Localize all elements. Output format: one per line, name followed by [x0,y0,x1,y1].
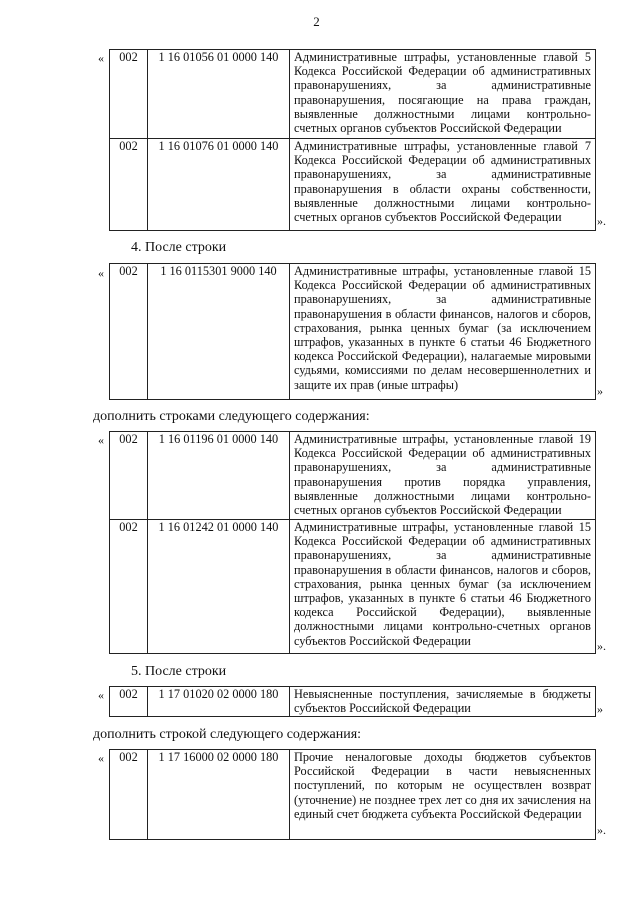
admin-code-cell: 002 [110,50,148,139]
table-row [110,432,596,520]
description-cell: Административные штрафы, установленные главой 15 Кодекса Российской Федерации об административных правонарушениях, за административные правонарушения в области финансов, налогов и сборов, страхования, рынка ценных бумаг (за исключением штрафов, указанных в пункте 6 статьи 46 Бюджетного кодекса Российской Федерации), выявленные должностными лицами контрольно-счетных органов субъектов Российской Федерации [290,520,596,654]
admin-code-cell: 002 [110,139,148,231]
description-cell: Административные штрафы, установленные главой 15 Кодекса Российской Федерации об административных правонарушениях, за административные правонарушения в области финансов, налогов и сборов, страхования, рынка ценных бумаг (за исключением штрафов, указанных в пункте 6 статьи 46 Бюджетного кодекса Российской Федерации), налагаемые мировыми судьями, комиссиями по делам несовершеннолетних и защите их прав (иные штрафы) [290,264,596,400]
close-quote: ». [597,639,606,653]
description-cell: Административные штрафы, установленные главой 19 Кодекса Российской Федерации об административных правонарушениях, за административные правонарушения против порядка управления, выявленные должностными лицами контрольно-счетных органов субъектов Российской Федерации [290,432,596,520]
admin-code-cell: 002 [110,687,148,717]
open-quote: « [98,266,104,280]
table-row [110,264,596,400]
description-cell: Административные штрафы, установленные главой 5 Кодекса Российской Федерации об административных правонарушениях, за административные правонарушения, посягающие на права граждан, выявленные должностными лицами контрольно-счетных органов субъектов Российской Федерации [290,50,596,139]
kbk-code-cell: 1 16 01242 01 0000 140 [148,520,290,654]
kbk-code-cell: 1 16 01196 01 0000 140 [148,432,290,520]
admin-code-cell: 002 [110,264,148,400]
kbk-code-cell: 1 16 0115301 9000 140 [148,264,290,400]
description-cell: Административные штрафы, установленные главой 7 Кодекса Российской Федерации об административных правонарушениях, за административные правонарушения в области охраны собственности, выявленные должностными лицами контрольно-счетных органов субъектов Российской Федерации [290,139,596,231]
kbk-code-cell: 1 16 01056 01 0000 140 [148,50,290,139]
open-quote: « [98,751,104,765]
open-quote: « [98,433,104,447]
table-row [110,139,596,231]
budget-table-5 [109,749,596,840]
admin-code-cell: 002 [110,750,148,840]
table-row [110,520,596,654]
close-quote: » [597,384,603,398]
kbk-code-cell: 1 16 01076 01 0000 140 [148,139,290,231]
page-number: 2 [313,14,320,29]
budget-table-2 [109,263,596,400]
item-4-heading: 4. После строки [131,240,227,255]
admin-code-cell: 002 [110,520,148,654]
close-quote: » [597,702,603,716]
table-row [110,687,596,717]
open-quote: « [98,688,104,702]
admin-code-cell: 002 [110,432,148,520]
budget-table-4 [109,686,596,717]
add-row-text: дополнить строкой следующего содержания: [93,727,362,742]
item-5-heading: 5. После строки [131,664,227,679]
kbk-code-cell: 1 17 16000 02 0000 180 [148,750,290,840]
description-cell: Прочие неналоговые доходы бюджетов субъектов Российской Федерации в части невыясненных поступлений, по которым не осуществлен возврат (уточнение) не позднее трех лет со дня их зачисления на единый счет бюджета субъекта Российской Федерации [290,750,596,840]
description-cell: Невыясненные поступления, зачисляемые в бюджеты субъектов Российской Федерации [290,687,596,717]
budget-table-3 [109,431,596,654]
table-row [110,750,596,840]
open-quote: « [98,51,104,65]
budget-table-1 [109,49,596,231]
close-quote: ». [597,823,606,837]
add-rows-text: дополнить строками следующего содержания: [93,409,370,424]
table-row [110,50,596,139]
kbk-code-cell: 1 17 01020 02 0000 180 [148,687,290,717]
close-quote: ». [597,214,606,228]
